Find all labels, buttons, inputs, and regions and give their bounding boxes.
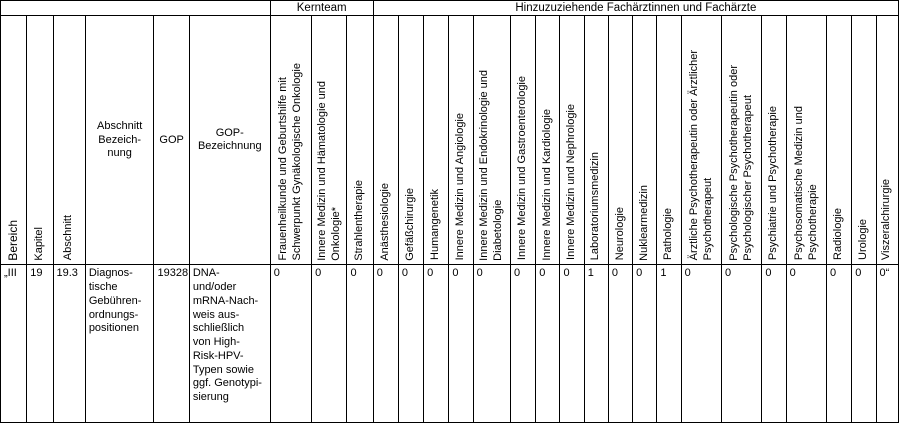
column-header-specialty: Innere Medizin und Gastroenterologie xyxy=(510,16,535,265)
cell-specialty-value: 0 xyxy=(347,265,373,423)
column-header-specialty: Nuklearmedizin xyxy=(633,16,657,265)
group-header-kernteam: Kernteam xyxy=(270,1,373,16)
cell-specialty-value: 0 xyxy=(681,265,721,423)
cell-specialty-value: 0 xyxy=(473,265,510,423)
column-header-specialty: Innere Medizin und Nephrologie xyxy=(560,16,584,265)
column-header-specialty: Innere Medizin und Hämatologie und Onkologie* xyxy=(312,16,347,265)
empty-group-cell xyxy=(1,1,271,16)
cell-specialty-value: 0 xyxy=(722,265,762,423)
cell-specialty-value: 0 xyxy=(270,265,311,423)
column-header-specialty: Gefäßchirurgie xyxy=(398,16,423,265)
cell-specialty-value: 1 xyxy=(584,265,608,423)
column-header-specialty: Radiologie xyxy=(827,16,852,265)
column-header-specialty: Laboratoriumsmedizin xyxy=(584,16,608,265)
cell-specialty-value: 0 xyxy=(852,265,876,423)
cell-specialty-value: 0 xyxy=(398,265,423,423)
column-header-specialty: Innere Medizin und Angiologie xyxy=(449,16,473,265)
cell-specialty-value: 0 xyxy=(536,265,560,423)
column-header-specialty: Frauenheilkunde und Geburtshilfe mit Schwerpunkt Gynäkologische Onkologie xyxy=(270,16,311,265)
cell-bereich: „III xyxy=(1,265,27,423)
column-header-specialty: Psychiatrie und Psychotherapie xyxy=(762,16,786,265)
cell-specialty-value: 0 xyxy=(608,265,632,423)
cell-specialty-value: 0 xyxy=(560,265,584,423)
cell-kapitel: 19 xyxy=(27,265,53,423)
cell-specialty-value: 0 xyxy=(762,265,786,423)
cell-specialty-value: 0 xyxy=(633,265,657,423)
cell-abschnitt: 19.3 xyxy=(53,265,85,423)
column-header-gop-bezeichnung: GOP- Bezeichnung xyxy=(189,16,270,265)
column-header-abschnitt: Abschnitt xyxy=(53,16,85,265)
cell-specialty-value: 1 xyxy=(657,265,681,423)
cell-specialty-value: 0 xyxy=(510,265,535,423)
cell-specialty-value: 0 xyxy=(373,265,398,423)
column-header-specialty: Psychosomatische Medizin und Psychotherapie xyxy=(786,16,826,265)
cell-specialty-value: 0 xyxy=(424,265,449,423)
column-header-specialty: Anästhesiologie xyxy=(373,16,398,265)
cell-specialty-value: 0 xyxy=(827,265,852,423)
column-header-specialty: Ärztliche Psychotherapeutin oder Ärztlicher Psychotherapeut xyxy=(681,16,721,265)
cell-specialty-value: 0 xyxy=(449,265,473,423)
column-header-specialty: Humangenetik xyxy=(424,16,449,265)
cell-gop: 19328 xyxy=(154,265,189,423)
column-header-specialty: Innere Medizin und Endokrinologie und Diabetologie xyxy=(473,16,510,265)
group-header-fachaerzte: Hinzuzuziehende Fachärztinnen und Fachärzte xyxy=(373,1,898,16)
column-header-specialty: Innere Medizin und Kardiologie xyxy=(536,16,560,265)
column-header-bereich: Bereich xyxy=(1,16,27,265)
column-header-abschnitt-bezeichnung: Abschnitt Bezeich- nung xyxy=(85,16,154,265)
column-header-gop: GOP xyxy=(154,16,189,265)
column-header-specialty: Urologie xyxy=(852,16,876,265)
cell-gop-bezeichnung: DNA- und/oder mRNA-Nach- weis aus- schließlich von High- Risk-HPV- Typen sowie ggf. Genotypi- sierung xyxy=(189,265,270,423)
column-header-specialty: Pathologie xyxy=(657,16,681,265)
column-header-specialty: Strahlentherapie xyxy=(347,16,373,265)
column-header-kapitel: Kapitel xyxy=(27,16,53,265)
cell-specialty-value: 0 xyxy=(786,265,826,423)
column-header-specialty: Neurologie xyxy=(608,16,632,265)
column-header-specialty: Psychologische Psychotherapeutin oder Psychologischer Psychotherapeut xyxy=(722,16,762,265)
cell-specialty-value: 0“ xyxy=(876,265,899,423)
cell-abschnitt-bezeichnung: Diagnos- tische Gebühren- ordnungs- positionen xyxy=(85,265,154,423)
column-header-specialty: Viszeralchirurgie xyxy=(876,16,899,265)
cell-specialty-value: 0 xyxy=(312,265,347,423)
